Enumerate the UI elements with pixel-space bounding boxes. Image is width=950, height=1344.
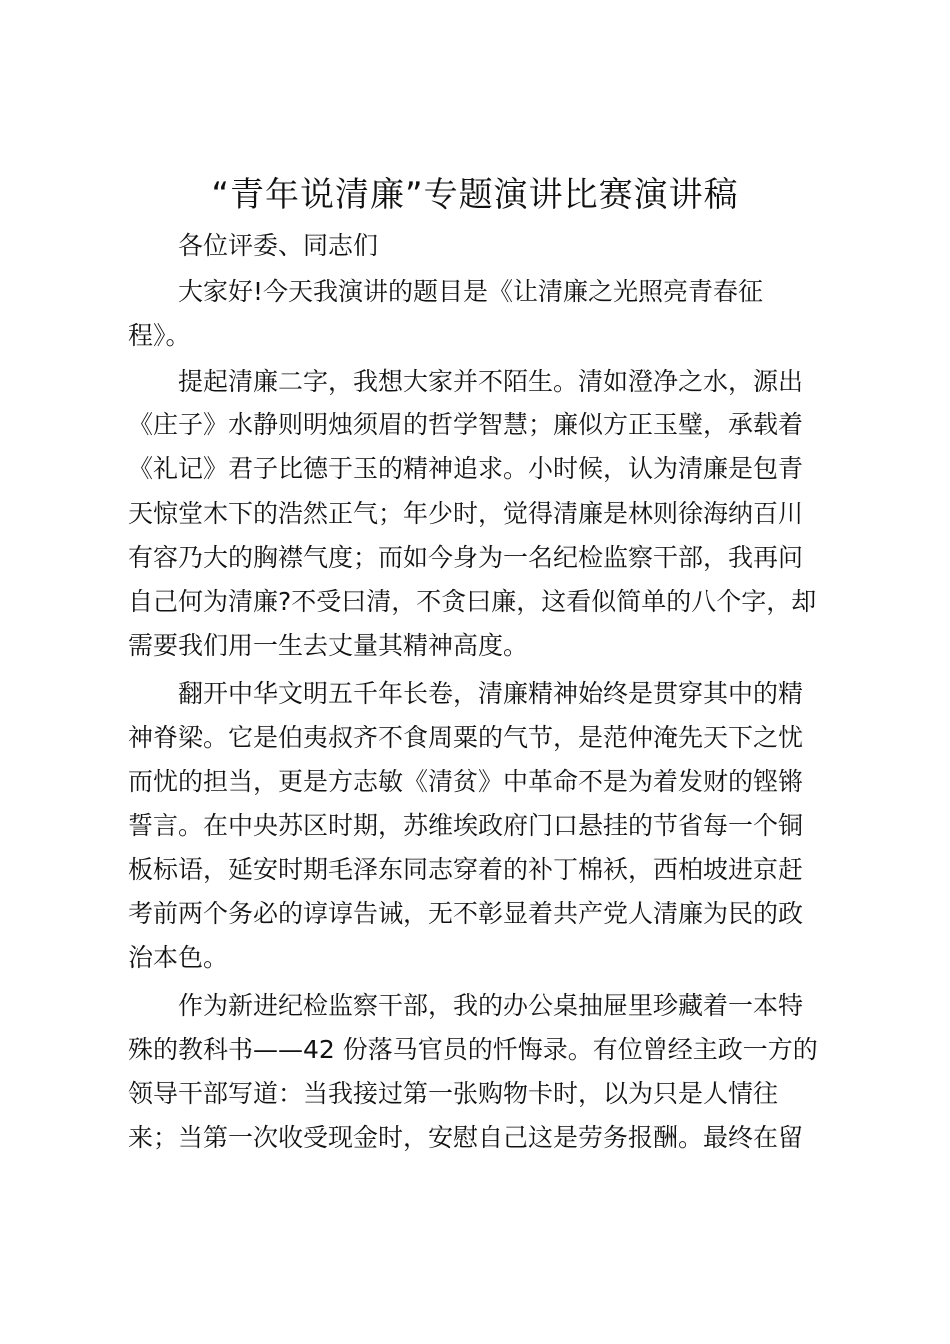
paragraph-line: 程》。 — [128, 321, 191, 350]
paragraph-line: 《庄子》水静则明烛须眉的哲学智慧；廉似方正玉璧，承载着 — [128, 410, 804, 439]
paragraph-line: 神脊梁。它是伯夷叔齐不食周粟的气节，是范仲淹先天下之忧 — [128, 723, 804, 752]
paragraph-line: 殊的教科书——42 份落马官员的忏悔录。有位曾经主政一方的 — [128, 1035, 818, 1064]
paragraph-line: 作为新进纪检监察干部，我的办公桌抽屉里珍藏着一本特 — [178, 991, 804, 1020]
paragraph-line: 需要我们用一生去丈量其精神高度。 — [128, 631, 529, 660]
paragraph-line: 考前两个务必的谆谆告诫，无不彰显着共产党人清廉为民的政 — [128, 899, 804, 928]
paragraph-line: 提起清廉二字，我想大家并不陌生。清如澄净之水，源出 — [178, 367, 804, 396]
paragraph-line: 治本色。 — [128, 943, 229, 972]
paragraph-line: 板标语，延安时期毛泽东同志穿着的补丁棉袄，西柏坡进京赶 — [128, 855, 804, 884]
paragraph-line: 大家好!今天我演讲的题目是《让清廉之光照亮青春征 — [178, 277, 764, 306]
paragraph-line: 自己何为清廉?不受曰清，不贪曰廉，这看似简单的八个字，却 — [128, 587, 817, 616]
paragraph-line: 而忧的担当，更是方志敏《清贫》中革命不是为着发财的铿锵 — [128, 767, 804, 796]
salutation-line: 各位评委、同志们 — [178, 231, 379, 260]
document-title: “青年说清廉”专题演讲比赛演讲稿 — [211, 175, 739, 215]
paragraph-line: 天惊堂木下的浩然正气；年少时，觉得清廉是林则徐海纳百川 — [128, 499, 804, 528]
paragraph-line: 翻开中华文明五千年长卷，清廉精神始终是贯穿其中的精 — [178, 679, 804, 708]
paragraph-line: 《礼记》君子比德于玉的精神追求。小时候，认为清廉是包青 — [128, 454, 804, 483]
paragraph-line: 来；当第一次收受现金时，安慰自己这是劳务报酬。最终在留 — [128, 1123, 804, 1152]
paragraph-line: 领导干部写道：当我接过第一张购物卡时，以为只是人情往 — [128, 1079, 779, 1108]
paragraph-line: 誓言。在中央苏区时期，苏维埃政府门口悬挂的节省每一个铜 — [128, 811, 804, 840]
paragraph-line: 有容乃大的胸襟气度；而如今身为一名纪检监察干部，我再问 — [128, 543, 804, 572]
